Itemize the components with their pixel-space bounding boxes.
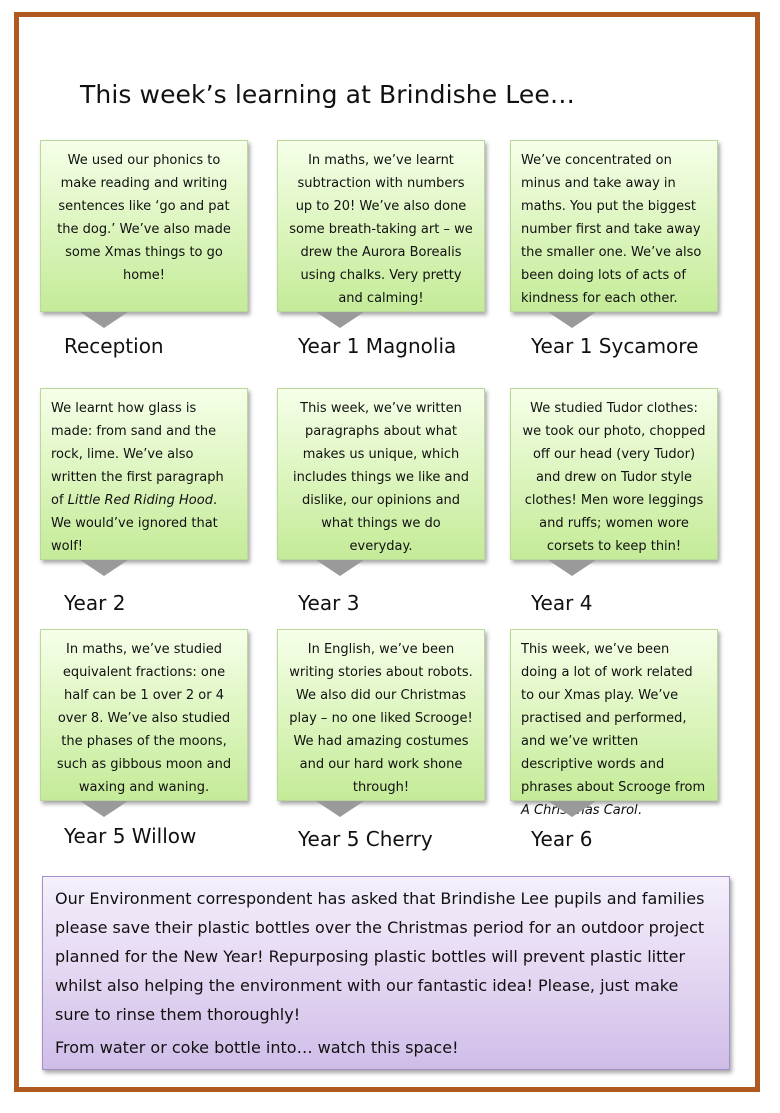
card-year3: This week, we’ve written paragraphs about what makes us unique, which includes things we like and dislike, our opinions and what things we do everyday.	[277, 388, 485, 560]
label-year3: Year 3	[298, 591, 360, 615]
card-year5-willow: In maths, we’ve studied equivalent fractions: one half can be 1 over 2 or 4 over 8. We’ve also studied the phases of the moons, such as gibbous moon and waxing and waning.	[40, 629, 248, 801]
card-reception: We used our phonics to make reading and writing sentences like ‘go and pat the dog.’ We’ve also made some Xmas things to go home!	[40, 140, 248, 312]
label-reception: Reception	[64, 334, 164, 358]
card-pointer	[80, 560, 128, 576]
label-year2: Year 2	[64, 591, 126, 615]
card-pointer	[316, 801, 364, 817]
card-pointer	[548, 801, 596, 817]
label-year4: Year 4	[531, 591, 593, 615]
environment-notice	[42, 876, 730, 1070]
card-text: .	[637, 803, 642, 818]
card-text-italic: A Christmas Carol	[521, 803, 638, 818]
card-year1-sycamore: We’ve concentrated on minus and take away in maths. You put the biggest number first and take away the smaller one. We’ve also been doing lots of acts of kindness for each other.	[510, 140, 718, 312]
label-year5-cherry: Year 5 Cherry	[298, 827, 433, 851]
card-year6	[510, 629, 718, 818]
card-pointer	[80, 312, 128, 328]
card-pointer	[548, 560, 596, 576]
label-year6: Year 6	[531, 827, 593, 851]
card-year2	[40, 388, 248, 560]
page-title: This week’s learning at Brindishe Lee…	[80, 80, 575, 109]
card-text-italic: Little Red Riding Hood	[67, 493, 213, 508]
notice-tagline: From water or coke bottle into… watch this space!	[55, 1038, 459, 1057]
card-pointer	[316, 560, 364, 576]
card-pointer	[548, 312, 596, 328]
card-pointer	[80, 801, 128, 817]
card-year5-cherry: In English, we’ve been writing stories about robots. We also did our Christmas play – no one liked Scrooge! We had amazing costumes and our hard work shone through!	[277, 629, 485, 801]
notice-paragraph: Our Environment correspondent has asked that Brindishe Lee pupils and families please save their plastic bottles over the Christmas period for an outdoor project planned for the New Year! Repurposing plastic bottles will prevent plastic litter whilst also helping the environment with our fantastic idea! Please, just make sure to rinse them thoroughly!	[55, 889, 705, 1024]
label-year1-magnolia: Year 1 Magnolia	[298, 334, 457, 358]
card-text: This week, we’ve been doing a lot of work related to our Xmas play. We’ve practised and performed, and we’ve written descriptive words and phrases about Scrooge from	[521, 642, 706, 795]
card-text: We learnt how glass is made: from sand and the rock, lime. We’ve also written the first paragraph of	[51, 401, 224, 508]
card-year1-magnolia: In maths, we’ve learnt subtraction with numbers up to 20! We’ve also done some breath-taking art – we drew the Aurora Borealis using chalks. Very pretty and calming!	[277, 140, 485, 312]
label-year5-willow: Year 5 Willow	[64, 824, 197, 848]
card-pointer	[316, 312, 364, 328]
label-year1-sycamore: Year 1 Sycamore	[531, 334, 699, 358]
card-year4: We studied Tudor clothes: we took our photo, chopped off our head (very Tudor) and drew on Tudor style clothes! Men wore leggings and ruffs; women wore corsets to keep thin!	[510, 388, 718, 560]
card-text: . We would’ve ignored that wolf!	[51, 493, 218, 554]
